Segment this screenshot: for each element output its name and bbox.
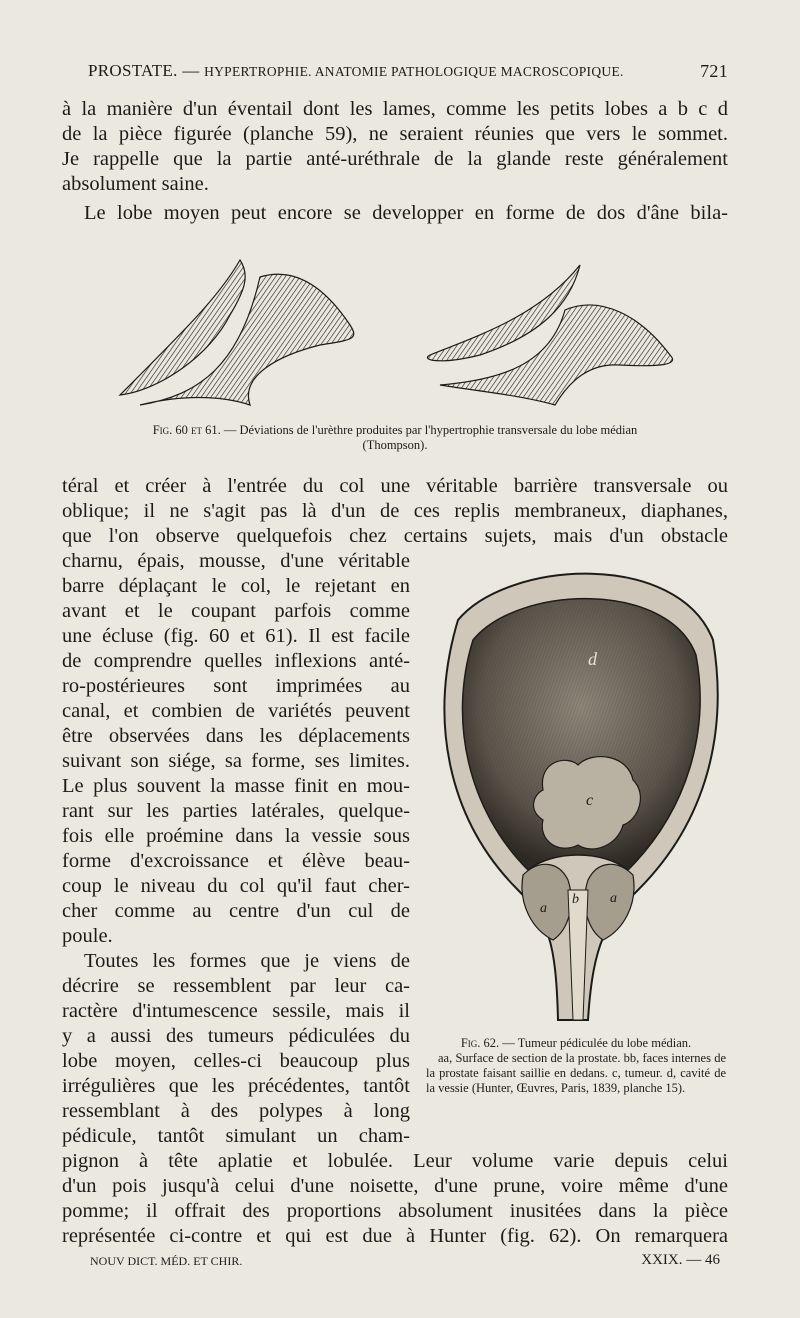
text-line: suivant son siége, sa forme, ses limites. — [62, 750, 410, 772]
figure-letter-b: b — [572, 892, 579, 907]
footer-publication: NOUV DICT. MÉD. ET CHIR. — [90, 1254, 243, 1268]
figure-letter-a-right: a — [610, 891, 617, 906]
text-line: représentée ci-contre et qui est due à Hunter (fig. 62). On remarquera — [62, 1225, 728, 1247]
header-title: PROSTATE. — — [88, 61, 200, 80]
text-line: irrégulières que les précédentes, tantôt — [62, 1075, 410, 1097]
header-running-title: HYPERTROPHIE. ANATOMIE PATHOLOGIQUE MACROSCOPIQUE. — [204, 64, 624, 79]
paragraph-3-narrow — [62, 549, 410, 949]
figure-62-caption — [426, 1036, 726, 1096]
paragraph-3 — [62, 474, 728, 549]
figure-62-illustration — [428, 560, 728, 1030]
text-line: Le lobe moyen peut encore se developper en forme de dos d'âne bila- — [84, 202, 728, 224]
caption-legend: aa, Surface de section de la prostate. bb, faces internes de la prostate faisant saillie en dedans. c, tumeur. d, cavité de la vessie (Hunter, Œuvres, Paris, 1839, planche 15). — [426, 1051, 726, 1095]
text-line: ressemblant à des polypes à long — [62, 1100, 410, 1122]
text-line: de comprendre quelles inflexions anté- — [62, 650, 410, 672]
fig60-lower-shape — [140, 274, 354, 405]
text-line: absolument saine. — [62, 173, 209, 195]
text-line: pignon à tête aplatie et lobulée. Leur volume varie depuis celui — [62, 1150, 728, 1172]
text-line: y a aussi des tumeurs pédiculées du — [62, 1025, 410, 1047]
caption-label: Fig. 60 et 61. — [152, 423, 221, 437]
caption-source: (Thompson). — [362, 438, 428, 452]
text-line: rant sur les parties latérales, quelque- — [62, 800, 410, 822]
text-line: barre déplaçant le col, le rejetant en — [62, 575, 410, 597]
text-line: Toutes les formes que je viens de — [84, 950, 410, 972]
paragraph-4-narrow — [62, 949, 410, 1149]
text-line: Je rappelle que la partie anté-uréthrale de la glande reste généralement — [62, 148, 728, 170]
page-number: 721 — [700, 61, 728, 81]
figure-letter-d: d — [588, 649, 597, 669]
text-line: coup le niveau du col qu'il faut cher- — [62, 875, 410, 897]
figure-letter-a-left: a — [540, 901, 547, 916]
text-line: pédicule, tantôt simulant un cham- — [62, 1125, 410, 1147]
text-line: pomme; il offrait des proportions absolument inusitées dans la pièce — [62, 1200, 728, 1222]
text-line: oblique; il ne s'agit pas là d'un de ces replis membraneux, diaphanes, — [62, 500, 728, 522]
text-line: à la manière d'un éventail dont les lames, comme les petits lobes a b c d — [62, 98, 728, 120]
text-line: poule. — [62, 925, 113, 947]
text-line: charnu, épais, mousse, d'une véritable — [62, 550, 410, 572]
figure-60-61-caption — [62, 423, 728, 453]
figure-60-61-illustration — [100, 255, 700, 425]
text-line: ractère d'intumescence sessile, mais il — [62, 1000, 410, 1022]
running-header — [88, 61, 728, 87]
caption-title: — Tumeur pédiculée du lobe médian. — [502, 1036, 692, 1050]
page-footer — [90, 1254, 720, 1269]
text-line: une écluse (fig. 60 et 61). Il est facile — [62, 625, 410, 647]
footer-volume: XXIX. — 46 — [641, 1252, 720, 1268]
text-line: d'un pois jusqu'à celui d'une noisette, d'une prune, voire même d'une — [62, 1175, 728, 1197]
paragraph-2 — [62, 201, 728, 226]
text-line: canal, et combien de variétés peuvent — [62, 700, 410, 722]
figure-letter-c: c — [586, 792, 594, 809]
text-line: fois elle proémine dans la vessie sous — [62, 825, 410, 847]
text-line: forme d'excroissance et élève beau- — [62, 850, 410, 872]
caption-label: Fig. 62. — [460, 1036, 500, 1050]
caption-text: — Déviations de l'urèthre produites par l'hypertrophie transversale du lobe médian — [223, 423, 638, 437]
text-line: téral et créer à l'entrée du col une véritable barrière transversale ou — [62, 475, 728, 497]
text-line: ro-postérieures sont imprimées au — [62, 675, 410, 697]
paragraph-4-full — [62, 1149, 728, 1249]
text-line: être observées dans les déplacements — [62, 725, 410, 747]
text-line: avant et le coupant parfois comme — [62, 600, 410, 622]
text-line: de la pièce figurée (planche 59), ne seraient réunies que vers le sommet. — [62, 123, 728, 145]
text-line: que l'on observe quelquefois chez certains sujets, mais d'un obstacle — [62, 525, 728, 547]
text-line: cher comme au centre d'un cul de — [62, 900, 410, 922]
text-line: Le plus souvent la masse finit en mou- — [62, 775, 410, 797]
text-line: lobe moyen, celles-ci beaucoup plus — [62, 1050, 410, 1072]
paragraph-1 — [62, 97, 728, 197]
text-line: décrire se ressemblent par leur ca- — [62, 975, 410, 997]
